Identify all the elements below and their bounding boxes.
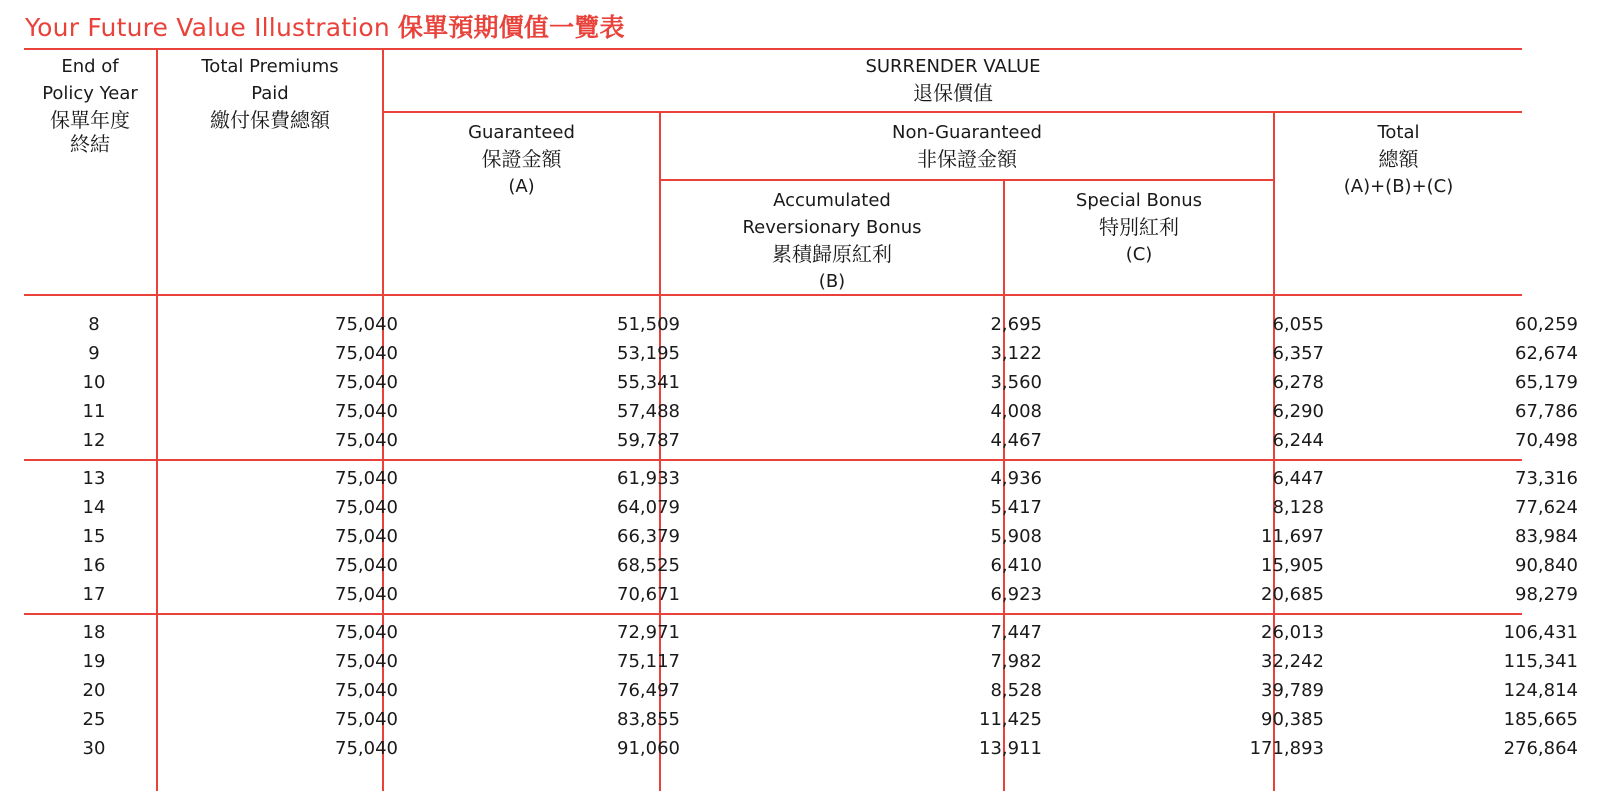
header-year-zh-line2: 終結 [70,132,110,156]
future-value-table [24,50,1588,791]
guaranteed-cell: 72,971 [617,622,680,643]
table-row [24,522,1588,552]
total-premiums-cell: 75,040 [335,584,398,605]
total-cell: 60,259 [1515,314,1578,335]
header-special-bonus [1005,187,1273,268]
total-premiums-cell: 75,040 [335,555,398,576]
total-cell: 83,984 [1515,526,1578,547]
header-reversionary-en-line1: Accumulated [773,190,891,211]
header-accumulated-reversionary-bonus [661,187,1003,295]
total-premiums-cell: 75,040 [335,651,398,672]
total-premiums-cell: 75,040 [335,709,398,730]
policy-year-cell: 10 [82,372,106,393]
total-cell: 115,341 [1503,651,1578,672]
policy-year-cell: 17 [82,584,106,605]
header-premiums-zh: 繳付保費總額 [210,108,330,132]
policy-year-cell: 13 [82,468,106,489]
header-reversionary-en-line2: Reversionary Bonus [742,217,922,238]
guaranteed-cell: 61,933 [617,468,680,489]
total-cell: 185,665 [1503,709,1578,730]
header-total-premiums-paid [158,53,382,133]
header-total [1275,119,1522,200]
policy-year-cell: 11 [82,401,106,422]
policy-year-cell: 14 [82,497,106,518]
guaranteed-cell: 91,060 [617,738,680,759]
special-bonus-cell: 26,013 [1261,622,1324,643]
header-surrender-value-en: SURRENDER VALUE [865,56,1041,77]
policy-year-cell: 20 [82,680,106,701]
special-bonus-cell: 6,357 [1272,343,1324,364]
reversionary-bonus-cell: 11,425 [979,709,1042,730]
header-total-code: (A)+(B)+(C) [1343,176,1454,197]
reversionary-bonus-cell: 2,695 [990,314,1042,335]
policy-year-cell: 12 [82,430,106,451]
header-special-zh: 特別紅利 [1099,215,1179,239]
total-cell: 62,674 [1515,343,1578,364]
table-row [24,464,1588,494]
total-cell: 98,279 [1515,584,1578,605]
total-cell: 67,786 [1515,401,1578,422]
header-year-zh-line1: 保單年度 [50,108,130,132]
guaranteed-cell: 70,671 [617,584,680,605]
table-row [24,734,1588,764]
special-bonus-cell: 6,244 [1272,430,1324,451]
group-divider-2 [24,613,1522,615]
special-bonus-cell: 20,685 [1261,584,1324,605]
special-bonus-cell: 15,905 [1261,555,1324,576]
header-reversionary-zh: 累積歸原紅利 [772,242,892,266]
policy-year-cell: 16 [82,555,106,576]
reversionary-bonus-cell: 6,923 [990,584,1042,605]
guaranteed-cell: 68,525 [617,555,680,576]
special-bonus-cell: 39,789 [1261,680,1324,701]
table-row [24,580,1588,610]
non-guaranteed-rule [659,179,1275,181]
policy-year-cell: 30 [82,738,106,759]
special-bonus-cell: 90,385 [1261,709,1324,730]
total-premiums-cell: 75,040 [335,401,398,422]
total-premiums-cell: 75,040 [335,680,398,701]
guaranteed-cell: 83,855 [617,709,680,730]
header-special-code: (C) [1125,244,1153,265]
header-premiums-en-line1: Total Premiums [201,56,339,77]
reversionary-bonus-cell: 7,447 [990,622,1042,643]
policy-year-cell: 18 [82,622,106,643]
guaranteed-cell: 51,509 [617,314,680,335]
table-row [24,310,1588,340]
guaranteed-cell: 64,079 [617,497,680,518]
special-bonus-cell: 32,242 [1261,651,1324,672]
policy-year-cell: 8 [88,314,100,335]
table-row [24,705,1588,735]
header-reversionary-code: (B) [818,271,846,292]
header-guaranteed-zh: 保證金額 [481,147,562,171]
header-special-en: Special Bonus [1075,190,1203,211]
total-cell: 65,179 [1515,372,1578,393]
special-bonus-cell: 171,893 [1249,738,1324,759]
total-premiums-cell: 75,040 [335,497,398,518]
special-bonus-cell: 6,278 [1272,372,1324,393]
total-premiums-cell: 75,040 [335,468,398,489]
page-title [25,8,625,44]
reversionary-bonus-cell: 5,908 [990,526,1042,547]
guaranteed-cell: 66,379 [617,526,680,547]
special-bonus-cell: 11,697 [1261,526,1324,547]
reversionary-bonus-cell: 3,560 [990,372,1042,393]
header-year-en-line1: End of [61,56,119,77]
table-row [24,339,1588,369]
header-total-zh: 總額 [1378,147,1419,171]
reversionary-bonus-cell: 7,982 [990,651,1042,672]
header-surrender-value-zh: 退保價值 [913,81,993,105]
table-row [24,426,1588,456]
group-divider-1 [24,459,1522,461]
special-bonus-cell: 6,447 [1272,468,1324,489]
guaranteed-cell: 76,497 [617,680,680,701]
guaranteed-cell: 53,195 [617,343,680,364]
total-premiums-cell: 75,040 [335,372,398,393]
total-cell: 106,431 [1503,622,1578,643]
table-top-rule [24,48,1522,50]
total-premiums-cell: 75,040 [335,526,398,547]
total-cell: 276,864 [1503,738,1578,759]
total-premiums-cell: 75,040 [335,622,398,643]
header-guaranteed-en: Guaranteed [468,122,575,143]
reversionary-bonus-cell: 3,122 [990,343,1042,364]
special-bonus-cell: 6,055 [1272,314,1324,335]
policy-year-cell: 19 [82,651,106,672]
table-row [24,551,1588,581]
guaranteed-cell: 59,787 [617,430,680,451]
total-cell: 124,814 [1503,680,1578,701]
header-guaranteed-code: (A) [508,176,535,197]
total-cell: 90,840 [1515,555,1578,576]
header-non-guaranteed-zh: 非保證金額 [917,147,1017,171]
table-row [24,397,1588,427]
header-premiums-en-line2: Paid [251,83,289,104]
header-non-guaranteed-en: Non-Guaranteed [892,122,1042,143]
total-cell: 73,316 [1515,468,1578,489]
header-end-of-policy-year [24,53,156,155]
total-premiums-cell: 75,040 [335,314,398,335]
reversionary-bonus-cell: 8,528 [990,680,1042,701]
reversionary-bonus-cell: 13,911 [979,738,1042,759]
guaranteed-cell: 75,117 [617,651,680,672]
header-total-en: Total [1377,122,1420,143]
policy-year-cell: 25 [82,709,106,730]
header-non-guaranteed [661,119,1273,173]
special-bonus-cell: 6,290 [1272,401,1324,422]
reversionary-bonus-cell: 6,410 [990,555,1042,576]
policy-year-cell: 9 [88,343,100,364]
surrender-value-rule [382,111,1522,113]
table-row [24,493,1588,523]
page-title-chinese: 保單預期價值一覽表 [397,13,625,42]
reversionary-bonus-cell: 4,936 [990,468,1042,489]
reversionary-bonus-cell: 5,417 [990,497,1042,518]
total-cell: 77,624 [1515,497,1578,518]
policy-year-cell: 15 [82,526,106,547]
table-row [24,676,1588,706]
total-cell: 70,498 [1515,430,1578,451]
header-surrender-value [384,53,1522,107]
table-row [24,647,1588,677]
reversionary-bonus-cell: 4,467 [990,430,1042,451]
header-guaranteed [384,119,659,200]
total-premiums-cell: 75,040 [335,343,398,364]
table-row [24,618,1588,648]
guaranteed-cell: 55,341 [617,372,680,393]
total-premiums-cell: 75,040 [335,738,398,759]
table-row [24,368,1588,398]
header-year-en-line2: Policy Year [42,83,138,104]
total-premiums-cell: 75,040 [335,430,398,451]
page-title-english: Your Future Value Illustration [25,13,390,42]
reversionary-bonus-cell: 4,008 [990,401,1042,422]
special-bonus-cell: 8,128 [1272,497,1324,518]
guaranteed-cell: 57,488 [617,401,680,422]
